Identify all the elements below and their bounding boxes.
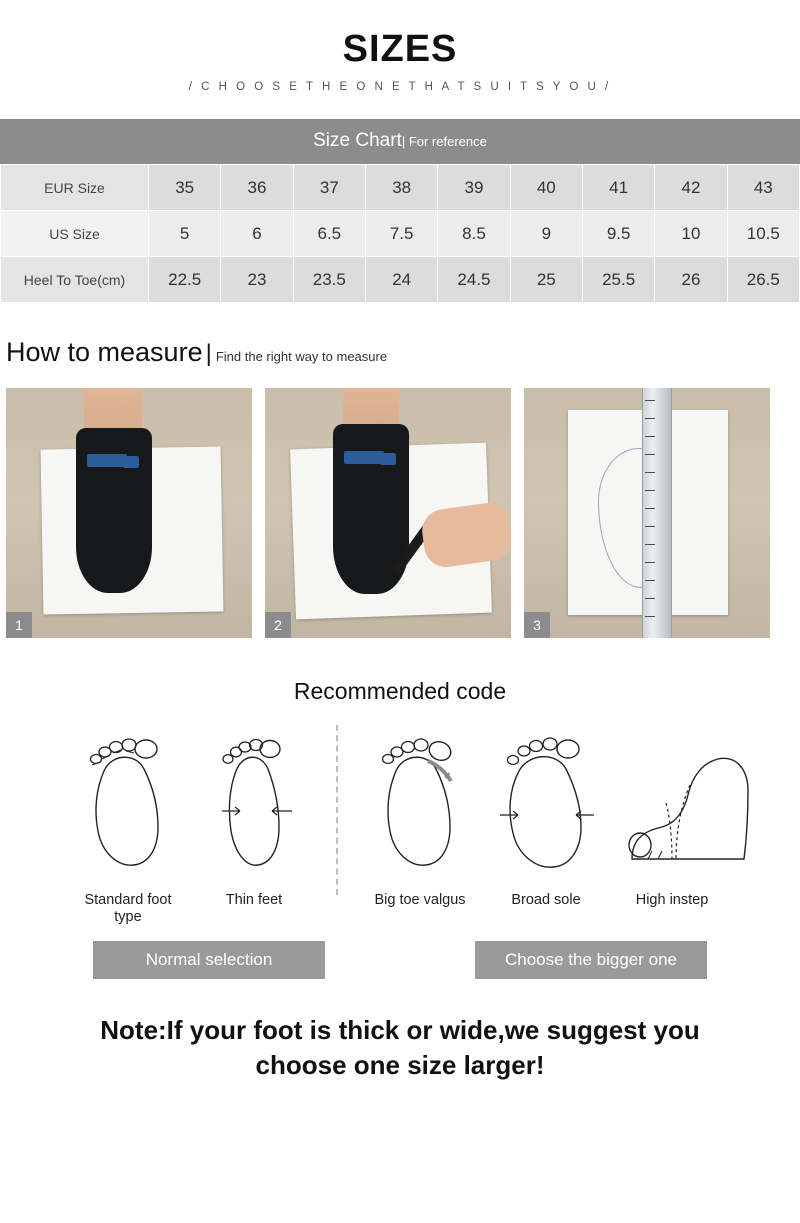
recommended-right-group [366, 719, 726, 909]
cell: 37 [293, 165, 365, 211]
cell: 40 [510, 165, 582, 211]
cell: 25.5 [582, 257, 654, 303]
page-subtitle: / C H O O S E T H E O N E T H A T S U I T S Y O U / [188, 81, 612, 93]
cell: 43 [727, 165, 799, 211]
cell: 5 [149, 211, 221, 257]
cell: 8.5 [438, 211, 510, 257]
step-number-badge: 3 [524, 612, 550, 638]
high-instep-icon [618, 719, 768, 879]
cell: 36 [221, 165, 293, 211]
how-to-measure-note: Find the right way to measure [215, 349, 388, 364]
page-title: SIZES [342, 28, 458, 70]
cell: 26 [655, 257, 727, 303]
footer-note-line-2: choose one size larger! [255, 1050, 545, 1081]
size-chart-title-text: Size Chart [313, 130, 402, 151]
cell: 7.5 [365, 211, 437, 257]
measure-step-photo-3 [524, 388, 770, 638]
cell: 35 [149, 165, 221, 211]
cell: 39 [438, 165, 510, 211]
row-label: US Size [1, 211, 149, 257]
size-chart-table [0, 164, 800, 303]
selection-buttons [0, 941, 800, 979]
recommended-code-title: Recommended code [293, 678, 507, 704]
foot-type-broad-sole [492, 719, 600, 909]
cell: 26.5 [727, 257, 799, 303]
step-number-badge: 2 [265, 612, 291, 638]
recommended-code-illustrations [0, 719, 800, 925]
sock-logo-band [87, 454, 127, 467]
foot-type-standard [74, 719, 182, 925]
row-label: Heel To Toe(cm) [1, 257, 149, 303]
cell: 22.5 [149, 257, 221, 303]
cell: 6.5 [293, 211, 365, 257]
page-header [0, 0, 800, 93]
foot-type-caption: High instep [635, 892, 709, 908]
sock-logo-band-2 [123, 456, 139, 468]
foot-type-high-instep [618, 719, 726, 909]
standard-foot-icon [74, 719, 182, 879]
foot-type-caption: Standard foot type [84, 892, 172, 925]
broad-sole-icon [492, 719, 600, 879]
ruler [642, 388, 672, 638]
sock-logo-band [344, 451, 384, 464]
size-chart-title [0, 119, 800, 164]
footer-note-line-1: Note:If your foot is thick or wide,we suggest you [100, 1015, 700, 1046]
cell: 38 [365, 165, 437, 211]
table-row [1, 257, 800, 303]
cell: 10 [655, 211, 727, 257]
choose-bigger-button[interactable]: Choose the bigger one [475, 941, 707, 979]
row-label: EUR Size [1, 165, 149, 211]
cell: 24.5 [438, 257, 510, 303]
cell: 9.5 [582, 211, 654, 257]
foot-type-big-toe-valgus [366, 719, 474, 909]
section-divider [336, 725, 338, 895]
cell: 41 [582, 165, 654, 211]
cell: 23.5 [293, 257, 365, 303]
size-chart-title-note: | For reference [401, 134, 487, 149]
cell: 10.5 [727, 211, 799, 257]
cell: 6 [221, 211, 293, 257]
size-chart-section [0, 119, 800, 303]
normal-selection-button[interactable]: Normal selection [93, 941, 325, 979]
heading-divider: | [205, 340, 212, 367]
sock [76, 428, 152, 593]
cell: 25 [510, 257, 582, 303]
foot-type-caption: Thin feet [225, 892, 283, 908]
hand [419, 500, 511, 570]
how-to-measure-title: How to measure [6, 337, 203, 367]
table-row [1, 165, 800, 211]
cell: 9 [510, 211, 582, 257]
big-toe-valgus-icon [366, 719, 474, 879]
thin-feet-icon [200, 719, 308, 879]
foot-type-caption: Broad sole [511, 892, 581, 908]
cell: 42 [655, 165, 727, 211]
table-row [1, 211, 800, 257]
foot-type-caption: Big toe valgus [374, 892, 466, 908]
step-number-badge: 1 [6, 612, 32, 638]
foot-type-thin [200, 719, 308, 925]
measure-steps [0, 388, 800, 638]
how-to-measure-heading [6, 337, 800, 368]
cell: 23 [221, 257, 293, 303]
measure-step-photo-2 [265, 388, 511, 638]
measure-step-photo-1 [6, 388, 252, 638]
footer-note [0, 1013, 800, 1107]
sock-logo-band-2 [380, 453, 396, 465]
cell: 24 [365, 257, 437, 303]
recommended-left-group [74, 719, 308, 925]
